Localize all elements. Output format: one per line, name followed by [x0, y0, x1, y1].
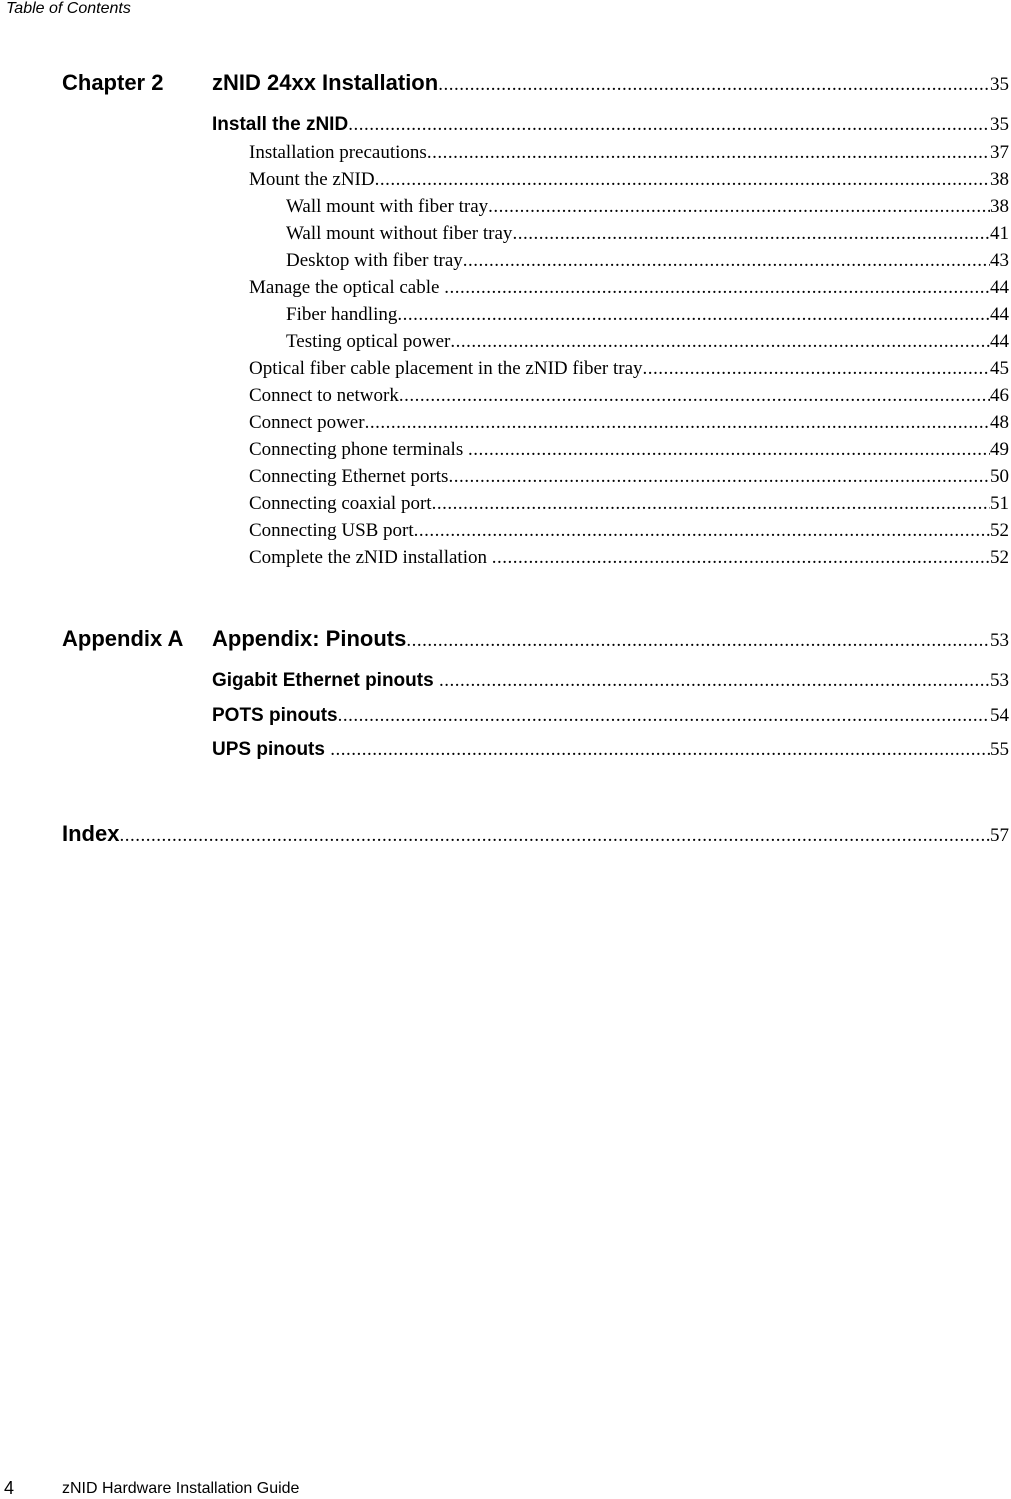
- footer-document-title: zNID Hardware Installation Guide: [62, 1480, 300, 1497]
- toc-leader: [444, 277, 990, 299]
- toc-page-number: 38: [990, 196, 1009, 217]
- toc-page-number: 44: [990, 331, 1009, 352]
- toc-index-entry[interactable]: [62, 821, 1009, 847]
- footer-page-number: 4: [4, 1478, 15, 1498]
- toc-leader: [512, 223, 990, 245]
- toc-subsection-entry[interactable]: [249, 277, 1009, 299]
- toc-section-entry[interactable]: [212, 739, 1009, 761]
- toc-page-number: 54: [990, 705, 1009, 726]
- toc-page-number: 53: [990, 630, 1009, 651]
- toc-leader: [375, 169, 990, 191]
- toc-entry-title: Index: [62, 821, 120, 846]
- toc-entry-title: Wall mount with fiber tray: [286, 196, 489, 217]
- toc-subsubsection-entry[interactable]: [286, 223, 1009, 245]
- toc-page-number: 44: [990, 304, 1009, 325]
- toc-subsection-entry[interactable]: [249, 493, 1009, 515]
- toc-entry-title: Connecting USB port: [249, 520, 414, 541]
- toc-leader: [399, 385, 990, 407]
- toc-entry-title: Connecting phone terminals: [249, 439, 468, 460]
- toc-subsubsection-entry[interactable]: [286, 196, 1009, 218]
- toc-leader: [330, 739, 990, 761]
- toc-section-entry[interactable]: [212, 705, 1009, 727]
- toc-page-number: 46: [990, 385, 1009, 406]
- toc-leader: [450, 331, 990, 353]
- toc-page-number: 53: [990, 670, 1009, 691]
- toc-entry-title: Manage the optical cable: [249, 277, 445, 298]
- toc-page-number: 52: [990, 547, 1009, 568]
- toc-subsection-entry[interactable]: [249, 547, 1009, 569]
- toc-leader: [438, 74, 990, 96]
- toc-leader: [348, 114, 990, 136]
- toc-page-number: 35: [990, 114, 1009, 135]
- toc-page-number: 38: [990, 169, 1009, 190]
- toc-page-number: 52: [990, 520, 1009, 541]
- toc-subsection-entry[interactable]: [249, 439, 1009, 461]
- appendix-number: Appendix A: [62, 626, 184, 651]
- toc-subsection-entry[interactable]: [249, 466, 1009, 488]
- toc-entry-title: Connecting coaxial port: [249, 493, 432, 514]
- toc-chapter-entry[interactable]: [212, 70, 1009, 96]
- running-header: Table of Contents: [6, 0, 131, 17]
- toc-entry-title: Complete the zNID installation: [249, 547, 492, 568]
- toc-page-number: 55: [990, 739, 1009, 760]
- toc-entry-title: Connect power: [249, 412, 365, 433]
- toc-entry-title: Desktop with fiber tray: [286, 250, 463, 271]
- toc-leader: [119, 825, 990, 847]
- toc-entry-title: Connecting Ethernet ports: [249, 466, 449, 487]
- toc-page-number: 49: [990, 439, 1009, 460]
- toc-entry-title: zNID 24xx Installation: [212, 70, 439, 95]
- toc-leader: [338, 705, 990, 727]
- toc-page-number: 57: [990, 825, 1009, 846]
- toc-page-number: 45: [990, 358, 1009, 379]
- toc-chapter-entry[interactable]: [212, 626, 1009, 652]
- toc-leader: [406, 630, 990, 652]
- toc-leader: [468, 439, 990, 461]
- toc-leader: [397, 304, 990, 326]
- toc-page-number: 37: [990, 142, 1009, 163]
- toc-subsection-entry[interactable]: [249, 385, 1009, 407]
- chapter-number: Chapter 2: [62, 70, 164, 95]
- toc-leader: [448, 466, 990, 488]
- toc-leader: [488, 196, 990, 218]
- toc-subsection-entry[interactable]: [249, 520, 1009, 542]
- toc-entry-title: Installation precautions: [249, 142, 427, 163]
- toc-page-number: 51: [990, 493, 1009, 514]
- toc-entry-title: Gigabit Ethernet pinouts: [212, 670, 439, 691]
- toc-subsection-entry[interactable]: [249, 142, 1009, 164]
- toc-entry-title: Install the zNID: [212, 114, 349, 135]
- toc-leader: [463, 250, 990, 272]
- toc-entry-title: Connect to network: [249, 385, 399, 406]
- toc-leader: [492, 547, 990, 569]
- toc-entry-title: Testing optical power: [286, 331, 451, 352]
- toc-page-number: 43: [990, 250, 1009, 271]
- toc-subsection-entry[interactable]: [249, 412, 1009, 434]
- toc-entry-title: Appendix: Pinouts: [212, 626, 407, 651]
- toc-page-number: 35: [990, 74, 1009, 95]
- toc-page-number: 48: [990, 412, 1009, 433]
- toc-leader: [365, 412, 990, 434]
- toc-section-entry[interactable]: [212, 670, 1009, 692]
- toc-subsubsection-entry[interactable]: [286, 250, 1009, 272]
- toc-leader: [414, 520, 990, 542]
- toc-entry-title: Mount the zNID: [249, 169, 375, 190]
- toc-page-number: 50: [990, 466, 1009, 487]
- toc-subsection-entry[interactable]: [249, 358, 1009, 380]
- toc-leader: [643, 358, 990, 380]
- toc-entry-title: Optical fiber cable placement in the zNID fiber tray: [249, 358, 643, 379]
- toc-subsection-entry[interactable]: [249, 169, 1009, 191]
- toc-entry-title: POTS pinouts: [212, 705, 338, 726]
- toc-leader: [439, 670, 990, 692]
- toc-entry-title: Wall mount without fiber tray: [286, 223, 513, 244]
- toc-leader: [427, 142, 990, 164]
- toc-subsubsection-entry[interactable]: [286, 304, 1009, 326]
- toc-entry-title: Fiber handling: [286, 304, 398, 325]
- toc-page-number: 41: [990, 223, 1009, 244]
- toc-section-entry[interactable]: [212, 114, 1009, 136]
- toc-page-number: 44: [990, 277, 1009, 298]
- toc-leader: [432, 493, 990, 515]
- toc-entry-title: UPS pinouts: [212, 739, 331, 760]
- toc-subsubsection-entry[interactable]: [286, 331, 1009, 353]
